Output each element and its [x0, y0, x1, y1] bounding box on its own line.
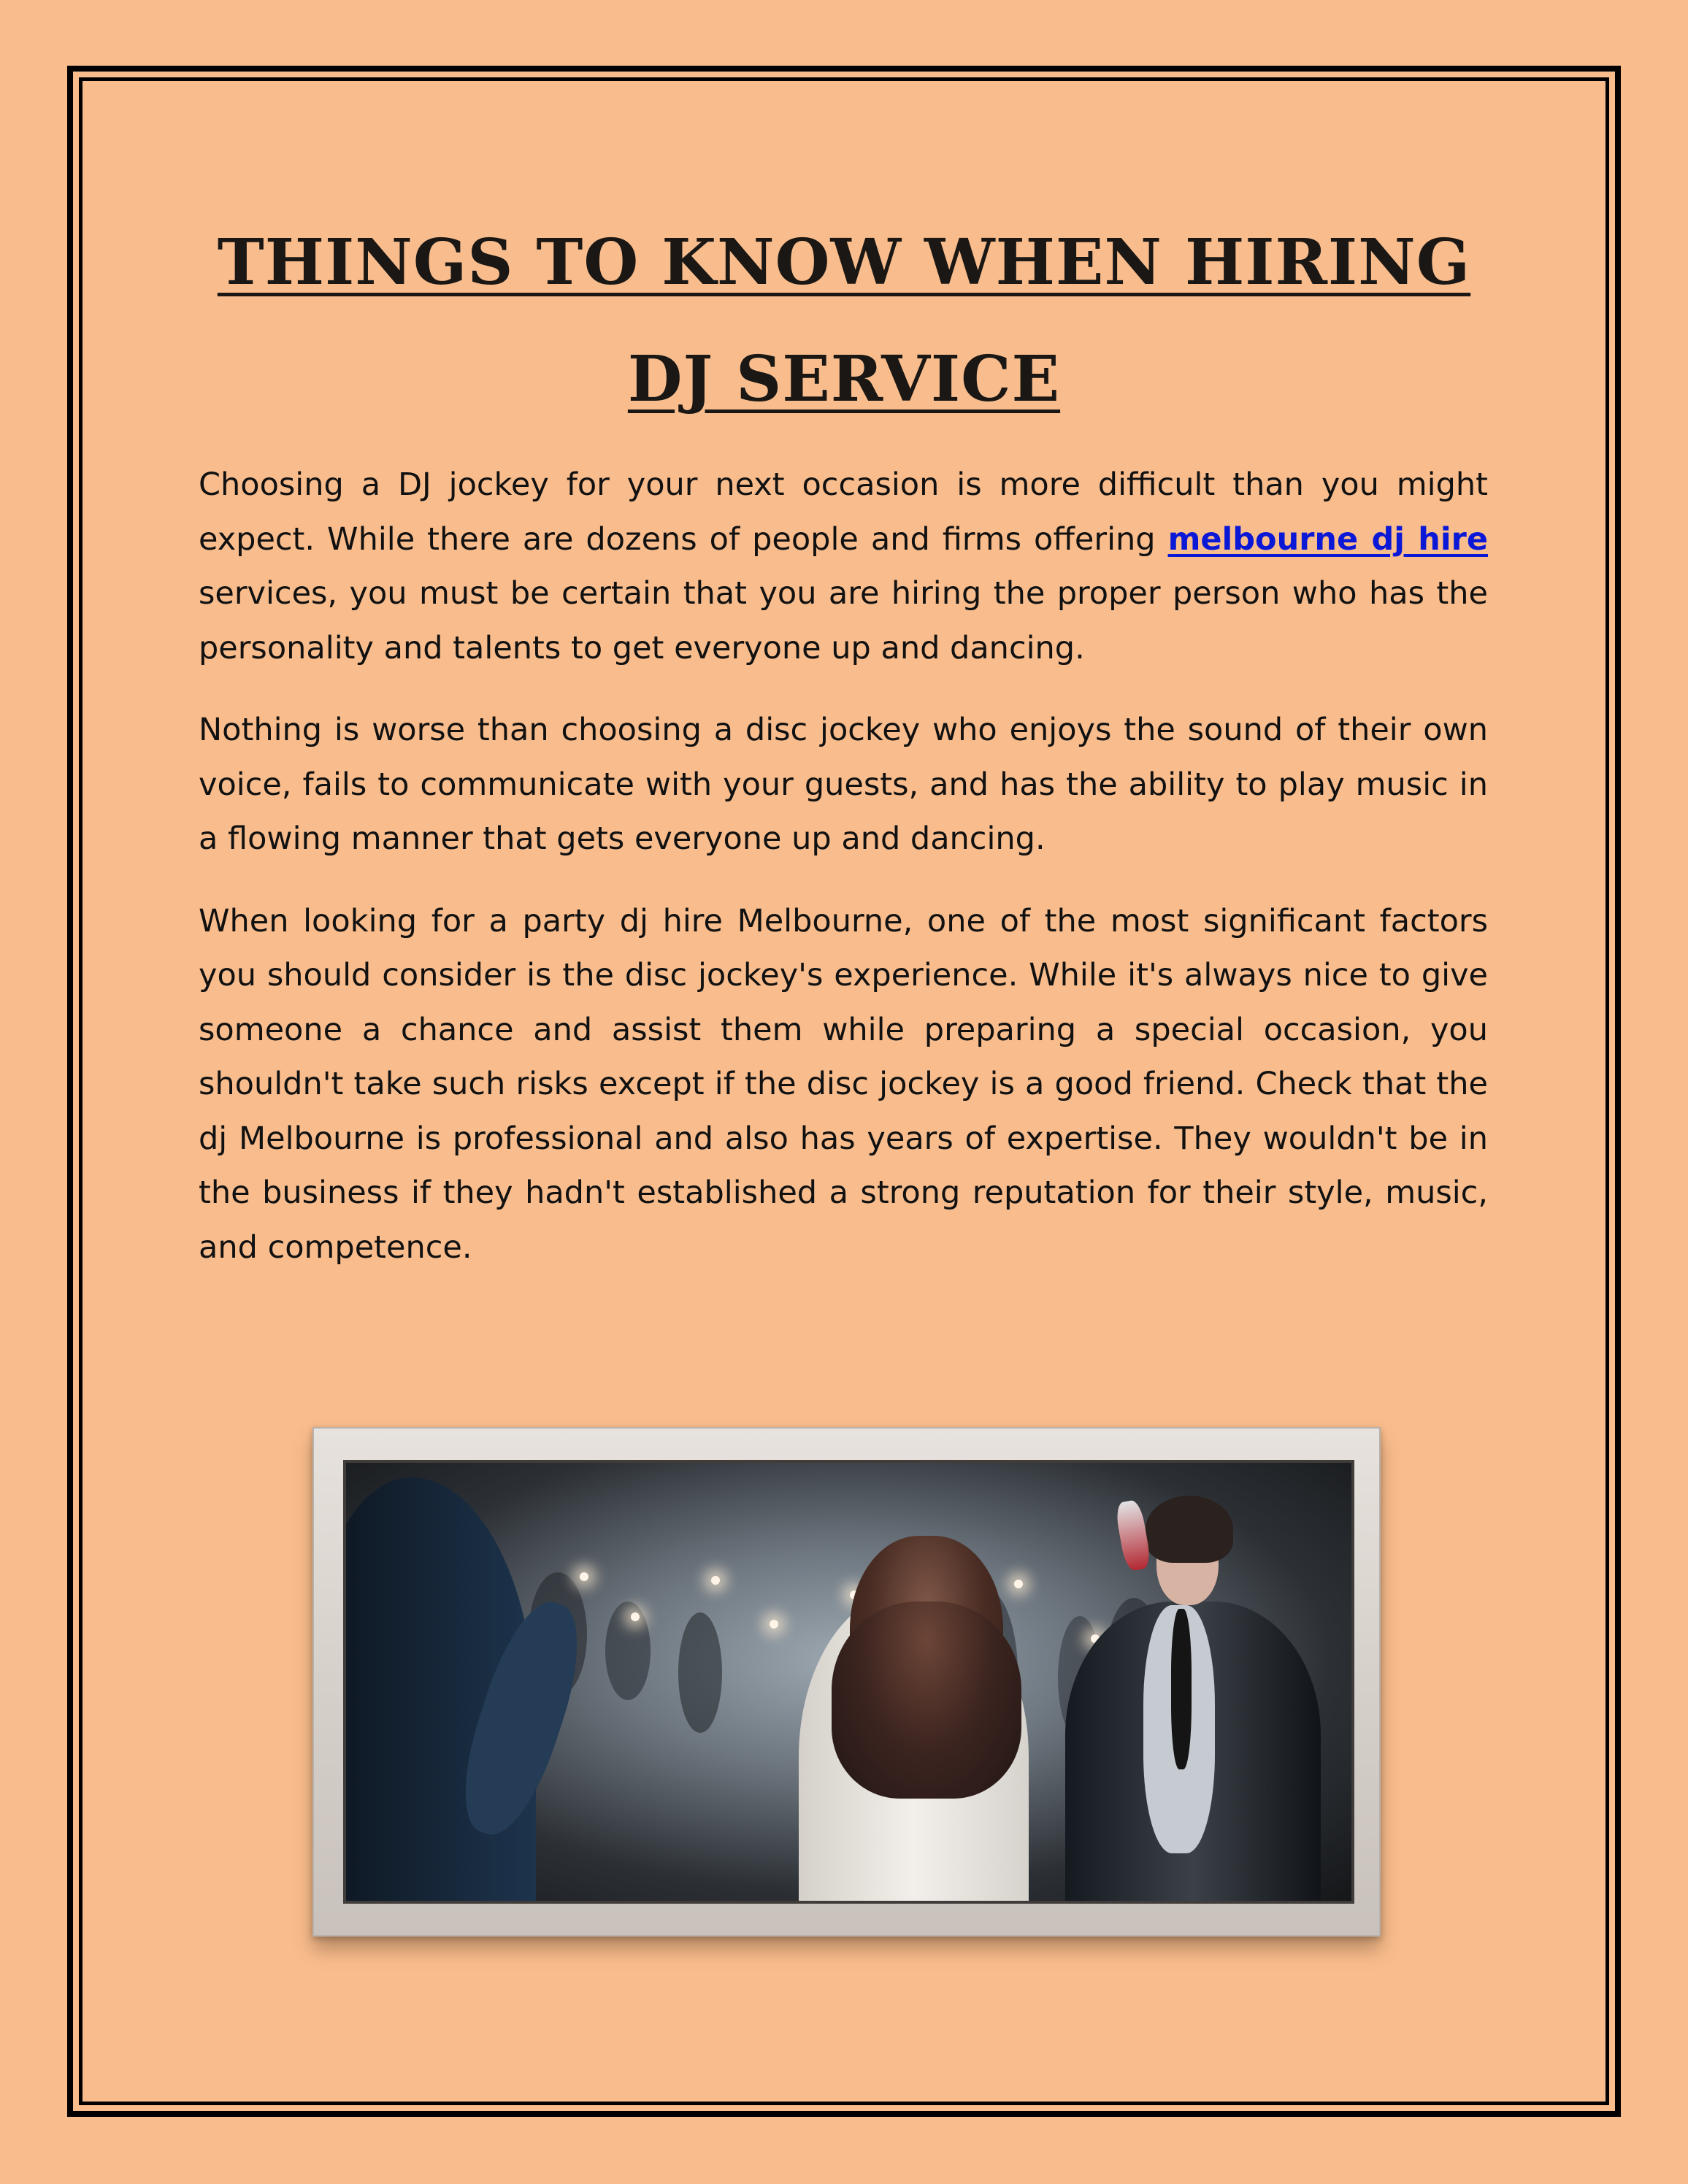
sparkler-light [580, 1572, 588, 1581]
sparkler-light [711, 1576, 720, 1585]
groom-tie [1171, 1609, 1192, 1769]
background-dancer-shape [605, 1602, 651, 1700]
paragraph-experience: When looking for a party dj hire Melbourne, one of the most significant factors you should consider is the disc jockey's experience. While it's always nice to give someone a chance and assist them while preparing a special occasion, you shouldn't take such risks except if the disc jockey is a good friend. Check that the dj Melbourne is professional and also has years of expertise. They wouldn't be in the business if they hadn't established a strong reputation for their style, music, and competence. [199, 902, 1488, 1266]
sparkler-light [631, 1612, 640, 1621]
sparkler-light [1014, 1580, 1023, 1588]
champagne-glass-icon [1114, 1499, 1152, 1572]
paragraph-intro-text-before-link: Choosing a DJ jockey for your next occasion is more difficult than you might expect. While there are dozens of people and firms offering [199, 466, 1488, 558]
melbourne-dj-hire-link[interactable]: melbourne dj hire [1167, 520, 1488, 558]
paragraph-worse-choice: Nothing is worse than choosing a disc jockey who enjoys the sound of their own voice, fails to communicate with your guests, and has the ability to play music in a flowing manner that gets everyone up and dancing. [199, 712, 1488, 857]
document-title-text: THINGS TO KNOW WHEN HIRING DJ SERVICE [217, 226, 1471, 416]
bride-long-hair [832, 1602, 1021, 1799]
groom-hair [1146, 1496, 1233, 1563]
wedding-dance-photo [343, 1460, 1354, 1904]
document-title [204, 204, 1484, 438]
document-body [199, 458, 1488, 1302]
background-dancer-shape [678, 1612, 722, 1733]
sparkler-light [770, 1620, 778, 1629]
photo-frame [312, 1427, 1381, 1937]
paragraph-intro-text-after-link: services, you must be certain that you are hiring the proper person who has the personality and talents to get everyone up and dancing. [199, 575, 1488, 666]
paragraph-intro [199, 458, 1488, 675]
